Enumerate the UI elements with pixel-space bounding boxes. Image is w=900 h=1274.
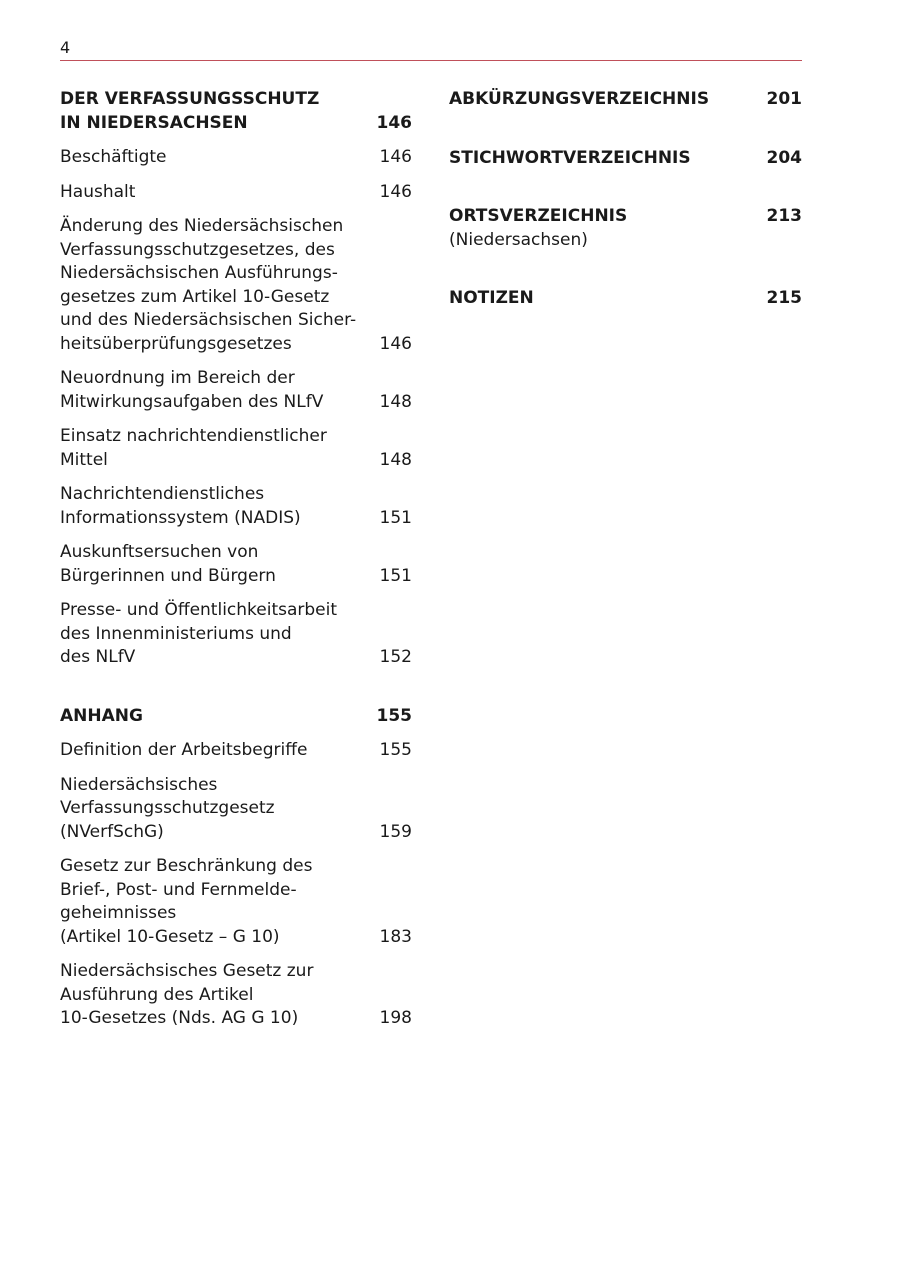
- toc-entry-title: Presse- und Öffentlichkeitsarbeit des Innenministeriums und des NLfV: [60, 600, 338, 667]
- toc-section-title: DER VERFASSUNGSSCHUTZ IN NIEDERSACHSEN: [60, 89, 320, 133]
- toc-entry[interactable]: [60, 960, 412, 1031]
- toc-section-abkuerzungen[interactable]: [449, 88, 802, 112]
- toc-section-page: 213: [766, 206, 802, 226]
- toc-entry[interactable]: [60, 599, 412, 670]
- toc-entry-title: Neuordnung im Bereich der Mitwirkungsaufgaben des NLfV: [60, 368, 324, 412]
- toc-entry[interactable]: [60, 739, 412, 763]
- toc-section-page: 201: [766, 89, 802, 109]
- toc-entry-title: Auskunftsersuchen von Bürgerinnen und Bürgern: [60, 542, 276, 586]
- toc-section-subtitle: (Niedersachsen): [449, 229, 588, 250]
- toc-entry[interactable]: [60, 215, 412, 356]
- toc-entry-page: 151: [379, 507, 412, 528]
- toc-section-stichwort[interactable]: [449, 147, 802, 171]
- toc-section-notizen[interactable]: [449, 287, 802, 311]
- toc-entry-page: 183: [379, 926, 412, 947]
- toc-section-title: ORTSVERZEICHNIS: [449, 206, 628, 226]
- toc-section-verfassungsschutz[interactable]: [60, 88, 412, 135]
- toc-section-page: 204: [766, 147, 802, 168]
- toc-entry-page: 155: [379, 740, 412, 760]
- toc-entry-title: Definition der Arbeitsbegriffe: [60, 740, 308, 760]
- toc-entry[interactable]: [60, 855, 412, 949]
- toc-left-column: [60, 88, 412, 1031]
- toc-entry-title: Niedersächsisches Gesetz zur Ausführung des Artikel 10-Gesetzes (Nds. AG G 10): [60, 961, 314, 1028]
- toc-entry[interactable]: [60, 367, 412, 414]
- toc-entry-title: Beschäftigte: [60, 147, 167, 167]
- toc-entry-page: 146: [379, 181, 412, 202]
- toc-entry-page: 151: [379, 565, 412, 586]
- toc-section-title: ANHANG: [60, 705, 143, 726]
- toc-entry[interactable]: [60, 483, 412, 530]
- header-rule: [60, 60, 802, 61]
- toc-entry-title: Nachrichtendienstliches Informationssystem (NADIS): [60, 484, 301, 528]
- toc-entry[interactable]: [60, 181, 412, 205]
- toc-entry-page: 152: [379, 647, 412, 667]
- toc-entry[interactable]: [60, 774, 412, 845]
- toc-entry-page: 159: [379, 821, 412, 842]
- toc-entry-title: Gesetz zur Beschränkung des Brief-, Post- und Fernmelde- geheimnisses (Artikel 10-Gesetz – G 10): [60, 856, 313, 947]
- toc-section-title: STICHWORTVERZEICHNIS: [449, 147, 691, 168]
- toc-entry-page: 148: [379, 449, 412, 470]
- toc-section-page: 155: [376, 705, 412, 726]
- toc-right-column: [449, 88, 802, 311]
- toc-section-orts[interactable]: [449, 205, 802, 252]
- toc-section-page: 215: [766, 288, 802, 308]
- toc-section-page: 146: [376, 112, 412, 133]
- toc-entry[interactable]: [60, 425, 412, 472]
- toc-entry[interactable]: [60, 146, 412, 170]
- toc-entry-page: 146: [379, 333, 412, 354]
- toc-section-title: ABKÜRZUNGSVERZEICHNIS: [449, 89, 710, 109]
- toc-entry-page: 146: [379, 147, 412, 167]
- toc-section-anhang[interactable]: [60, 705, 412, 729]
- toc-entry-title: Haushalt: [60, 181, 136, 202]
- toc-entry-title: Einsatz nachrichtendienstlicher Mittel: [60, 426, 327, 470]
- page-number: 4: [60, 38, 71, 57]
- toc-entry-page: 198: [379, 1008, 412, 1028]
- toc-entry-title: Niedersächsisches Verfassungsschutzgesetz (NVerfSchG): [60, 774, 275, 842]
- toc-entry-title: Änderung des Niedersächsischen Verfassungsschutzgesetzes, des Niedersächsischen Ausführungs- gesetzes zum Artikel 10-Gesetz und des Niedersächsischen Sicher- heitsüberprüfungsgesetzes: [60, 216, 357, 354]
- toc-section-title: NOTIZEN: [449, 288, 534, 308]
- toc-entry[interactable]: [60, 541, 412, 588]
- toc-entry-page: 148: [379, 391, 412, 412]
